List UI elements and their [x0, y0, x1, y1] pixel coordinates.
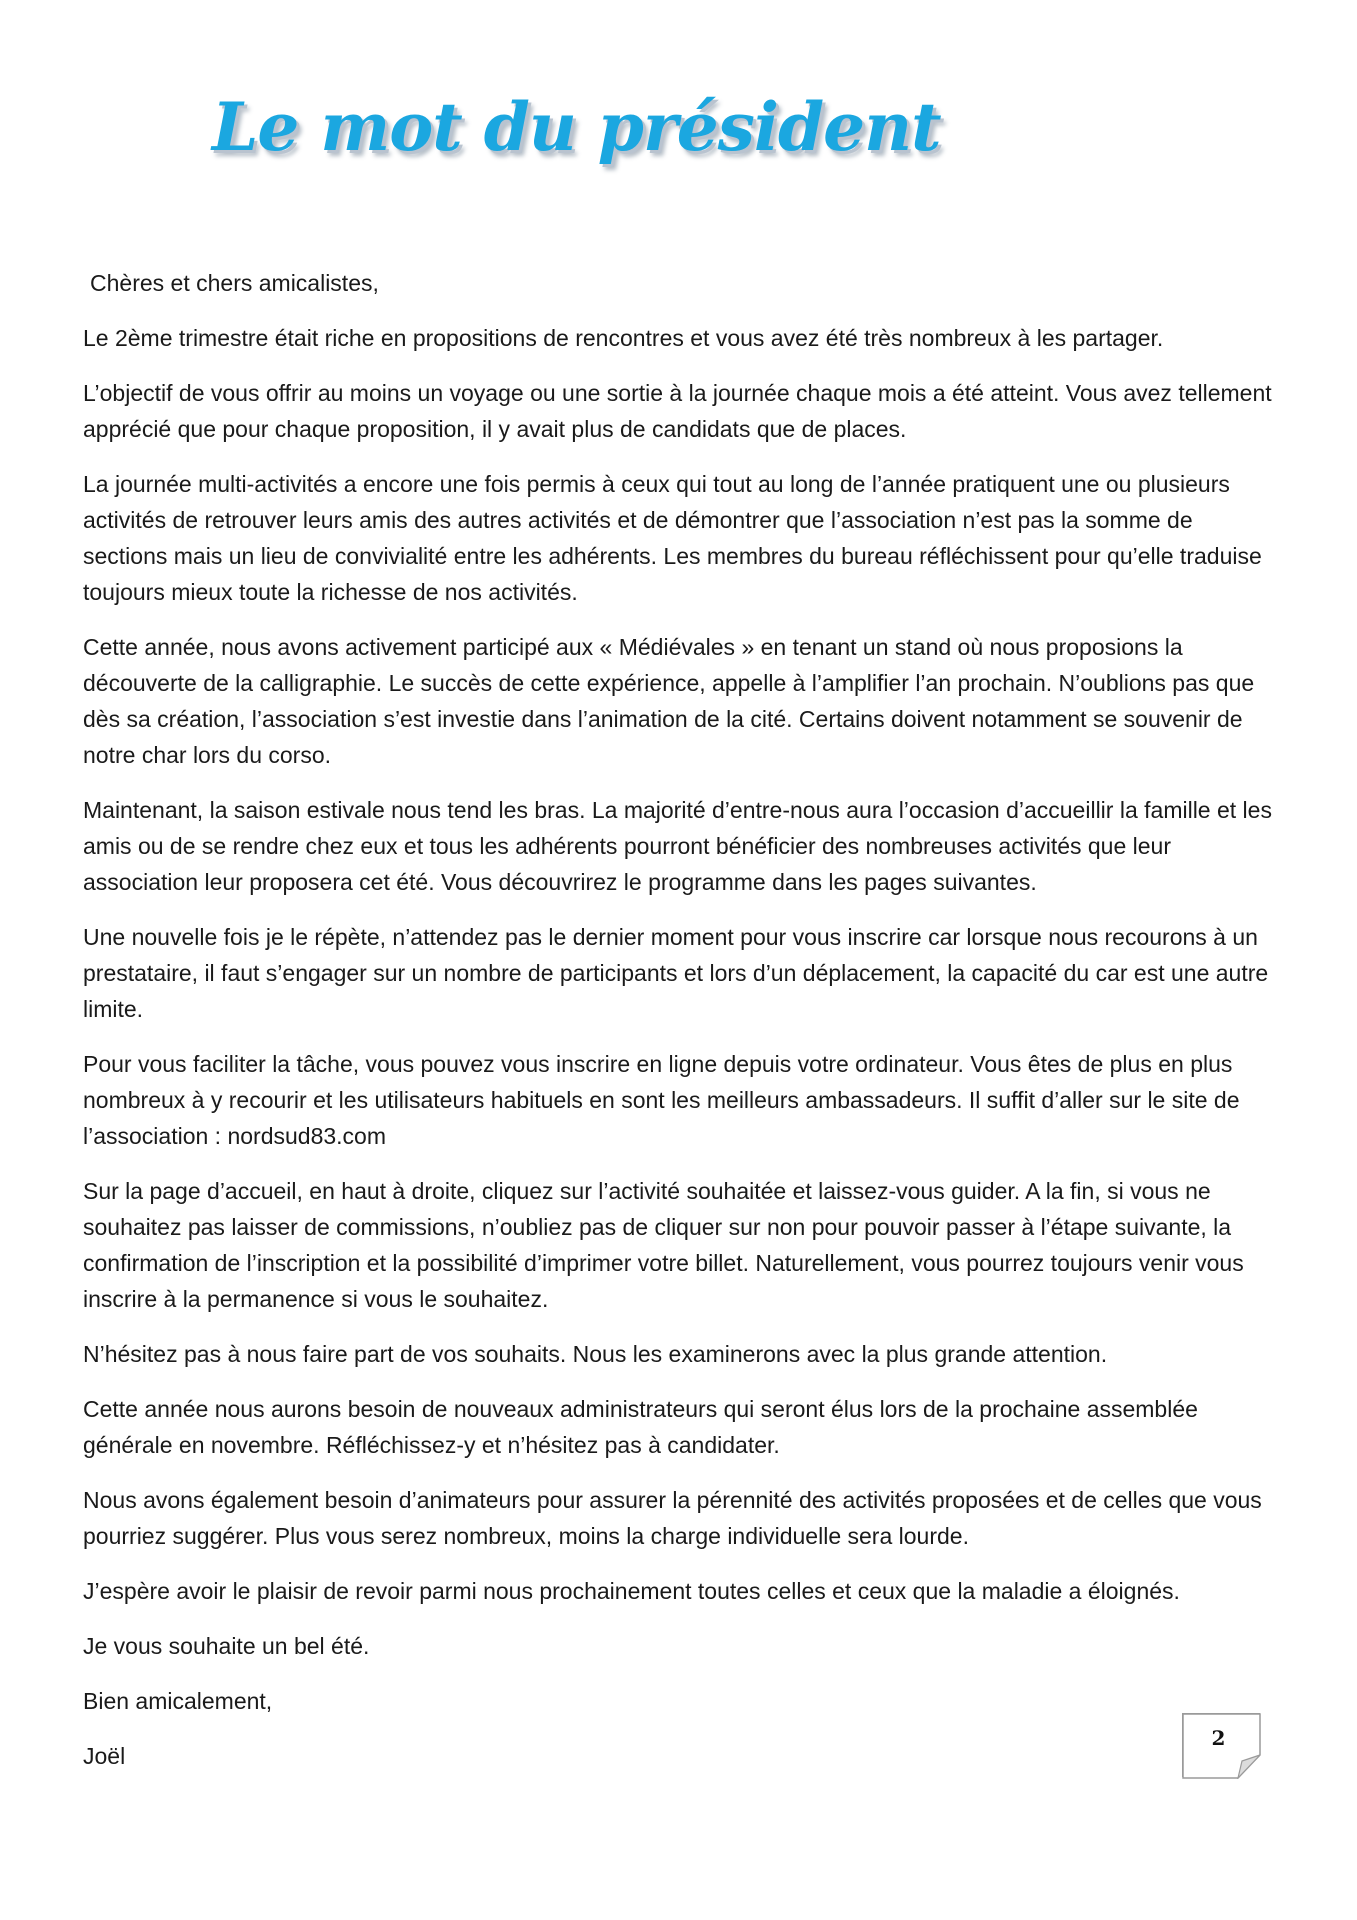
paragraph: Maintenant, la saison estivale nous tend les bras. La majorité d’entre-nous aura l’occasion d’accueillir la famille et les amis ou de se rendre chez eux et tous les adhérents pourront bénéficier des nombreuses activités que leur association leur proposera cet été. Vous découvrirez le programme dans les pages suivantes. [83, 797, 1272, 895]
paragraph: Une nouvelle fois je le répète, n’attendez pas le dernier moment pour vous inscrire car lorsque nous recourons à un prestataire, il faut s’engager sur un nombre de participants et lors d’un déplacement, la capacité du car est une autre limite. [83, 924, 1269, 1022]
paragraph: J’espère avoir le plaisir de revoir parmi nous prochainement toutes celles et ceux que la maladie a éloignés. [83, 1578, 1180, 1604]
closing: Bien amicalement, [83, 1688, 273, 1714]
letter-body [83, 265, 1283, 1793]
paragraph: La journée multi-activités a encore une fois permis à ceux qui tout au long de l’année pratiquent une ou plusieurs activités de retrouver leurs amis des autres activités et de démontrer que l’association n’est pas la somme de sections mais un lieu de convivialité entre les adhérents. Les membres du bureau réfléchissent pour qu’elle traduise toujours mieux toute la richesse de nos activités. [83, 471, 1262, 605]
paragraph: Cette année, nous avons activement participé aux « Médiévales » en tenant un stand où nous proposions la découverte de la calligraphie. Le succès de cette expérience, appelle à l’amplifier l’an prochain. N’oublions pas que dès sa création, l’association s’est investie dans l’animation de la cité. Certains doivent notamment se souvenir de notre char lors du corso. [83, 634, 1255, 768]
paragraph: Nous avons également besoin d’animateurs pour assurer la pérennité des activités proposées et de celles que vous pourriez suggérer. Plus vous serez nombreux, moins la charge individuelle sera lourde. [83, 1487, 1262, 1549]
page-number: 2 [1211, 1726, 1226, 1750]
paragraph: N’hésitez pas à nous faire part de vos souhaits. Nous les examinerons avec la plus grande attention. [83, 1341, 1108, 1367]
signature: Joël [83, 1743, 126, 1769]
paragraph: Je vous souhaite un bel été. [83, 1633, 370, 1659]
paragraph: Pour vous faciliter la tâche, vous pouvez vous inscrire en ligne depuis votre ordinateur. Vous êtes de plus en plus nombreux à y recourir et les utilisateurs habituels en sont les meilleurs ambassadeurs. Il suffit d’aller sur le site de l’association : nordsud83.com [83, 1051, 1240, 1149]
salutation: Chères et chers amicalistes, [90, 270, 379, 296]
paragraph: Le 2ème trimestre était riche en propositions de rencontres et vous avez été très nombreux à les partager. [83, 325, 1164, 351]
paragraph: Sur la page d’accueil, en haut à droite, cliquez sur l’activité souhaitée et laissez-vous guider. A la fin, si vous ne souhaitez pas laisser de commissions, n’oubliez pas de cliquer sur non pour pouvoir passer à l’étape suivante, la confirmation de l’inscription et la possibilité d’imprimer votre billet. Naturellement, vous pourrez toujours venir vous inscrire à la permanence si vous le souhaitez. [83, 1178, 1244, 1312]
page-title: Le mot du président [212, 88, 941, 166]
paragraph: L’objectif de vous offrir au moins un voyage ou une sortie à la journée chaque mois a été atteint. Vous avez tellement apprécié que pour chaque proposition, il y avait plus de candidats que de places. [83, 380, 1272, 442]
paragraph: Cette année nous aurons besoin de nouveaux administrateurs qui seront élus lors de la prochaine assemblée générale en novembre. Réfléchissez-y et n’hésitez pas à candidater. [83, 1396, 1198, 1458]
page-number-badge [1182, 1713, 1260, 1777]
